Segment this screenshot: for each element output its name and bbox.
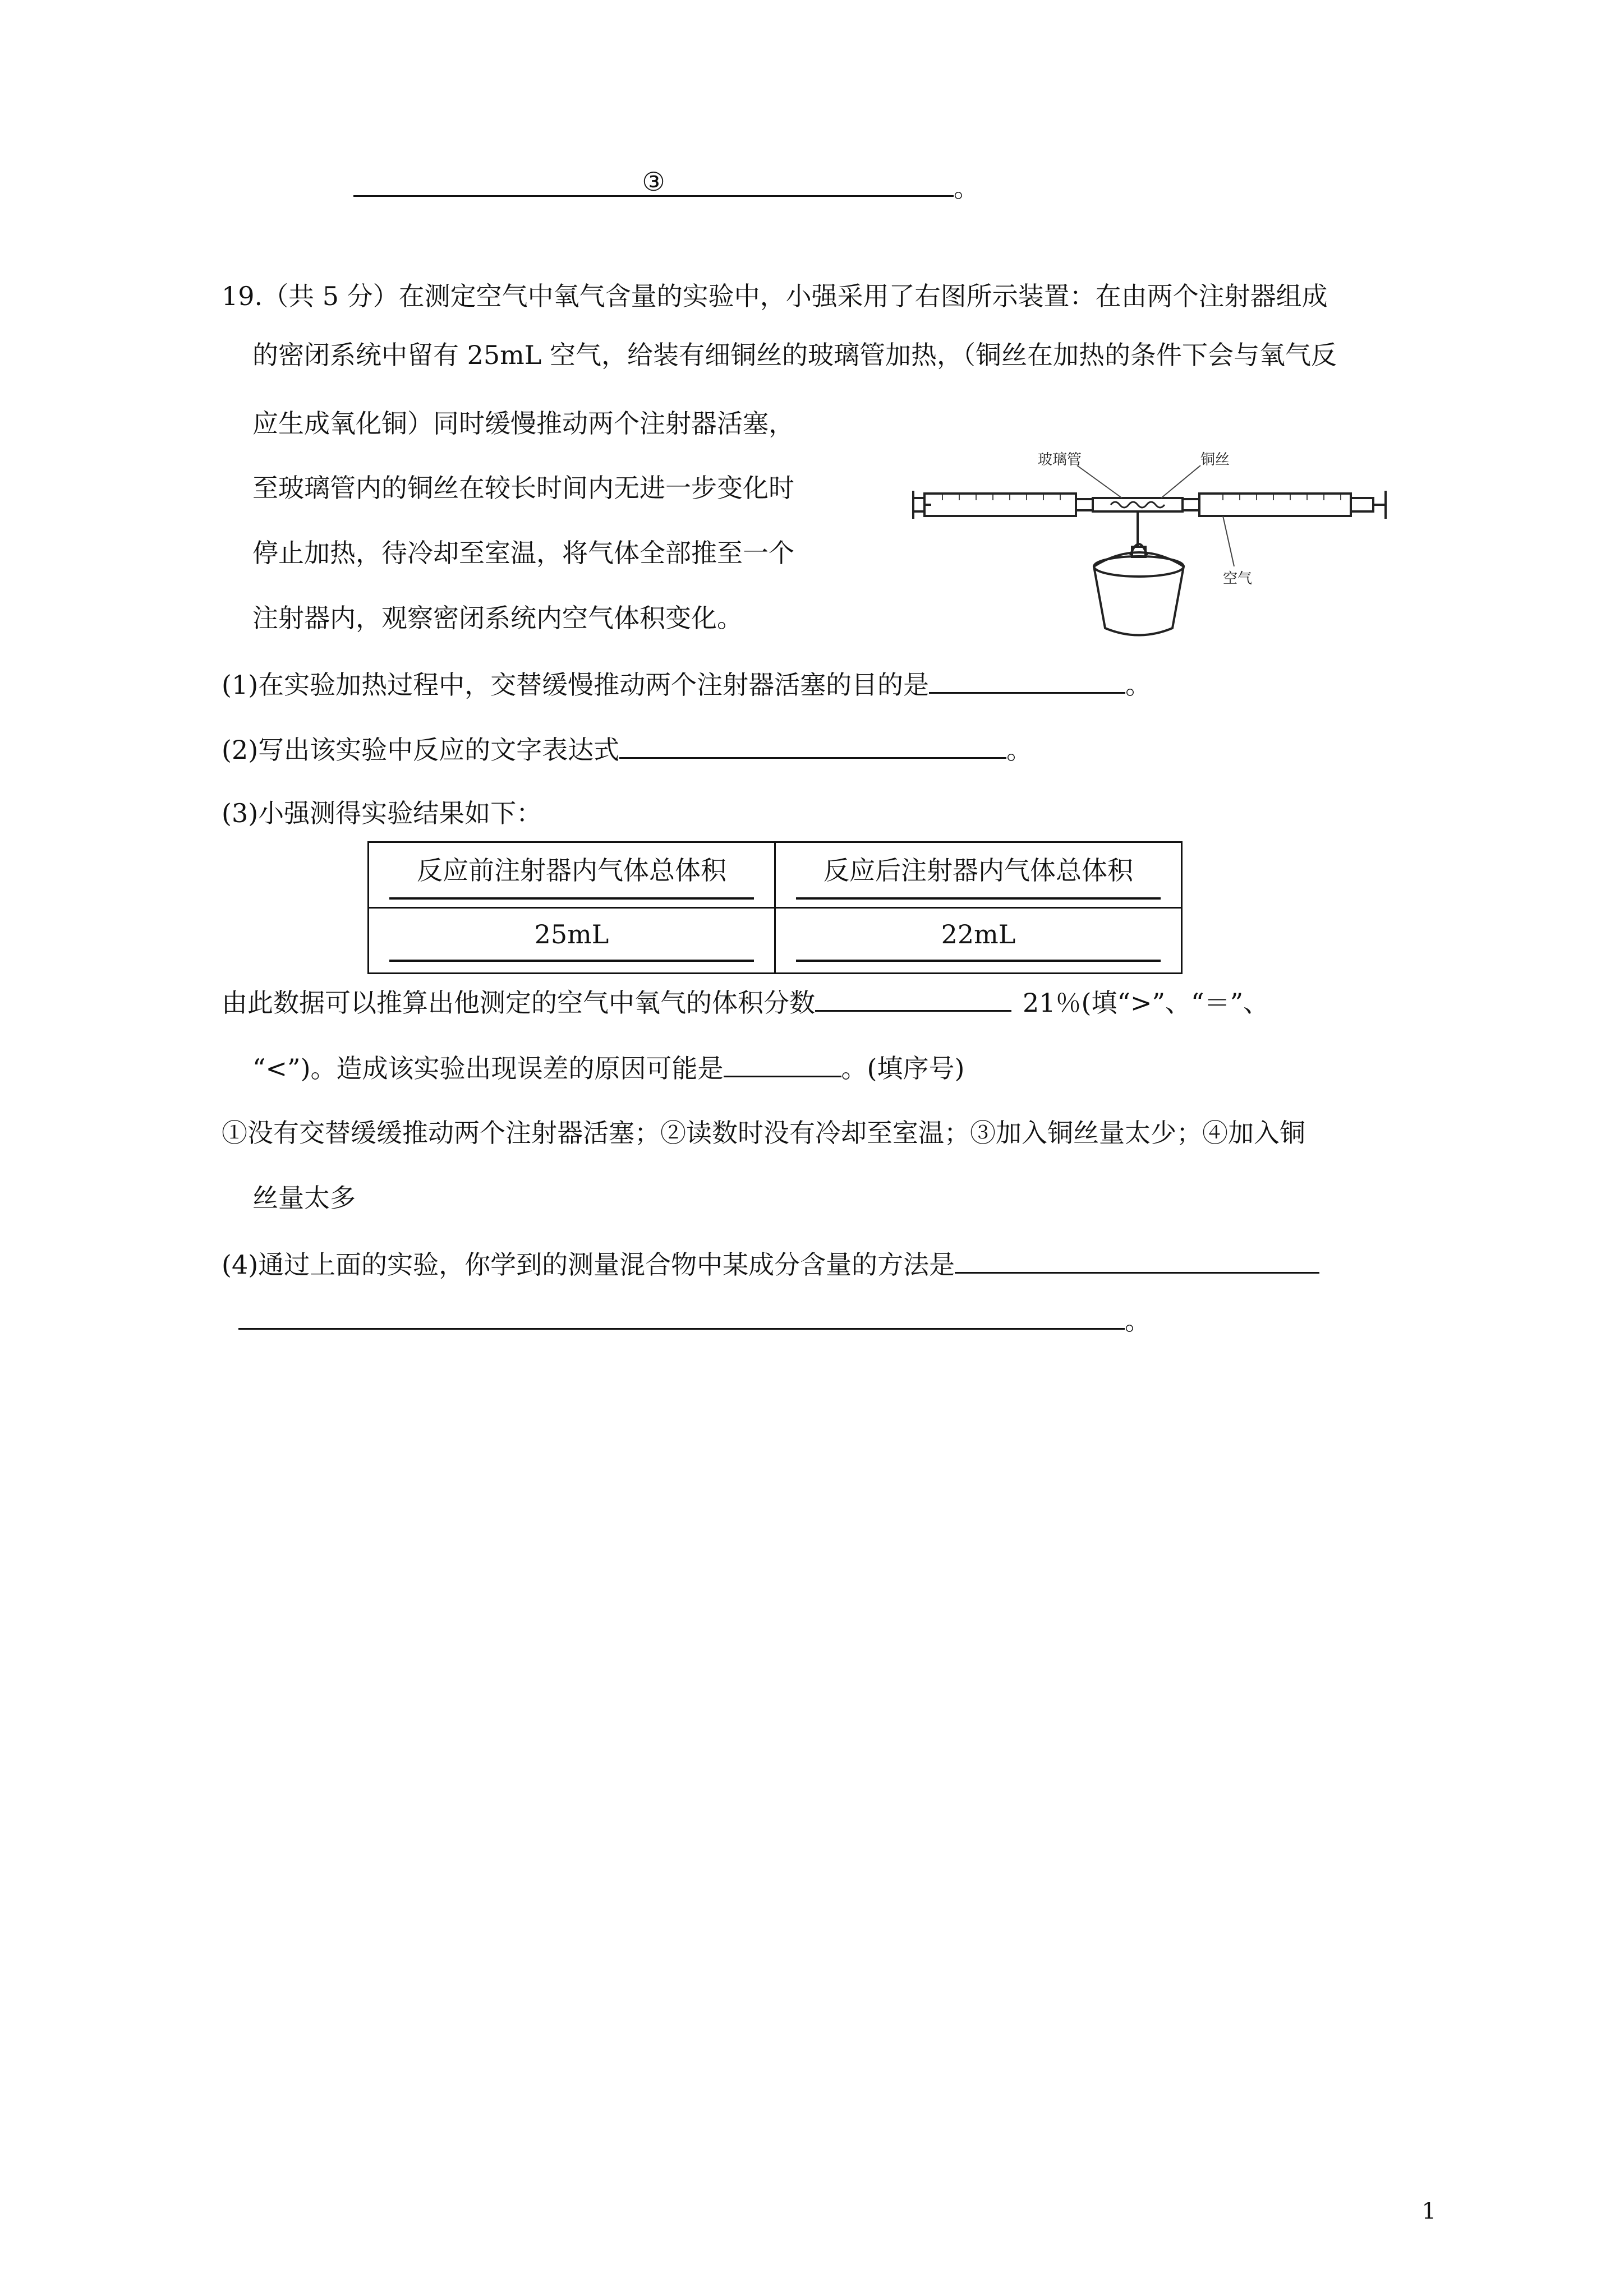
table-cell <box>369 908 775 974</box>
q19-sub2 <box>222 731 1032 767</box>
glass-tube-label: 玻璃管 <box>1038 451 1082 468</box>
error-cause-blank[interactable] <box>724 1050 841 1077</box>
q19-intro-line-4: 至玻璃管内的铜丝在较长时间内无进一步变化时 <box>252 473 794 503</box>
fill-number-hint: 。(填序号) <box>841 1053 965 1084</box>
end-punct: 。 <box>954 173 979 203</box>
copper-wire-label: 铜丝 <box>1200 451 1230 468</box>
volume-fraction-blank[interactable] <box>815 984 1011 1012</box>
q19-sub4-line-2 <box>238 1302 1151 1338</box>
q19-intro-line-5: 停止加热，待冷却至室温，将气体全部推至一个 <box>252 538 794 568</box>
after-table-text: 由此数据可以推算出他测定的空气中氧气的体积分数 <box>222 988 815 1018</box>
q19-options-line-2: 丝量太多 <box>252 1183 356 1213</box>
sub1-end: 。 <box>1125 670 1152 700</box>
header-before: 反应前注射器内气体总体积 <box>389 850 754 900</box>
sub2-answer-blank[interactable] <box>619 731 1006 759</box>
answer-blank[interactable] <box>353 169 954 197</box>
air-label: 空气 <box>1223 570 1253 587</box>
q19-intro-line-1: 19.（共 5 分）在测定空气中氧气含量的实验中，小强采用了右图所示装置：在由两个注射器组成 <box>222 281 1328 311</box>
sub4-answer-blank-1[interactable] <box>955 1246 1319 1274</box>
results-table <box>367 841 1183 974</box>
sub2-text: (2)写出该实验中反应的文字表达式 <box>222 735 620 765</box>
q19-after-table-line-2 <box>252 1050 964 1085</box>
q19-options-line-1: ①没有交替缓缓推动两个注射器活塞；②读数时没有冷却至室温；③加入铜丝量太少；④加入铜 <box>222 1118 1305 1148</box>
value-before: 25mL <box>389 919 754 962</box>
fill-hint: 21％(填“>”、“＝”、 <box>1023 988 1269 1018</box>
q19-sub4 <box>222 1246 1319 1281</box>
q19-intro-line-3: 应生成氧化铜）同时缓慢推动两个注射器活塞， <box>252 408 794 439</box>
prev-item-answer-line <box>353 169 979 205</box>
page-number: 1 <box>1421 2198 1436 2224</box>
sub4-text: (4)通过上面的实验，你学到的测量混合物中某成分含量的方法是 <box>222 1250 955 1280</box>
sub2-end: 。 <box>1006 735 1033 765</box>
table-row <box>369 908 1182 974</box>
table-header-row <box>369 842 1182 908</box>
table-cell <box>775 908 1182 974</box>
q19-sub1 <box>222 666 1151 702</box>
blank-marker: ③ <box>642 167 665 197</box>
sub4-answer-blank-2[interactable] <box>238 1302 1125 1330</box>
syringe-apparatus-figure <box>909 449 1391 656</box>
q19-sub3: (3)小强测得实验结果如下： <box>222 798 542 828</box>
q19-intro-line-2: 的密闭系统中留有 25mL 空气，给装有细铜丝的玻璃管加热，（铜丝在加热的条件下会与氧气反 <box>252 340 1337 370</box>
sub4-end: 。 <box>1125 1306 1151 1336</box>
value-after: 22mL <box>796 919 1161 962</box>
header-after: 反应后注射器内气体总体积 <box>796 850 1161 900</box>
table-header-cell <box>369 842 775 908</box>
q19-after-table-line-1 <box>222 984 1269 1020</box>
error-cause-text: “<”)。造成该实验出现误差的原因可能是 <box>252 1053 724 1084</box>
sub1-text: (1)在实验加热过程中，交替缓慢推动两个注射器活塞的目的是 <box>222 670 930 700</box>
table-header-cell <box>775 842 1182 908</box>
q19-intro-line-6: 注射器内，观察密闭系统内空气体积变化。 <box>252 603 743 633</box>
sub1-answer-blank[interactable] <box>929 666 1125 694</box>
